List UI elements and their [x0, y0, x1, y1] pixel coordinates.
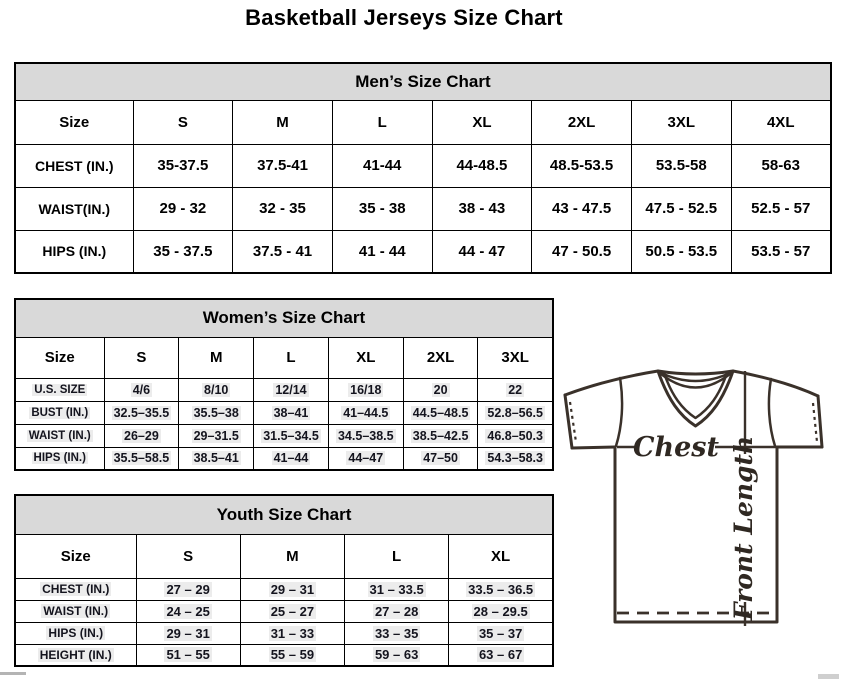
cell: 46.8–50.3	[478, 424, 553, 447]
cell: 32.5–35.5	[104, 401, 179, 424]
header-cell: S	[133, 100, 233, 144]
cell: 41–44.5	[328, 401, 403, 424]
cell: 53.5-58	[631, 144, 731, 187]
header-cell: M	[179, 337, 254, 378]
table-row	[15, 378, 553, 401]
cell: 29–31.5	[179, 424, 254, 447]
cell: 38 - 43	[432, 187, 532, 230]
cell: 63 – 67	[449, 644, 553, 666]
header-cell: 3XL	[478, 337, 553, 378]
cell: 35 – 37	[449, 622, 553, 644]
cell: 41 - 44	[332, 230, 432, 273]
cell: 8/10	[179, 378, 254, 401]
cell: 52.8–56.5	[478, 401, 553, 424]
header-cell: XL	[449, 534, 553, 578]
cell: 35 - 37.5	[133, 230, 233, 273]
header-cell: L	[345, 534, 449, 578]
header-cell: L	[254, 337, 329, 378]
header-cell: 4XL	[731, 100, 831, 144]
row-label: CHEST (IN.)	[15, 578, 136, 600]
cell: 35-37.5	[133, 144, 233, 187]
cell: 31 – 33	[240, 622, 344, 644]
header-cell-size: Size	[15, 100, 133, 144]
youth-table-title: Youth Size Chart	[15, 495, 553, 534]
cell: 28 – 29.5	[449, 600, 553, 622]
cell: 47 - 50.5	[532, 230, 632, 273]
cell: 31 – 33.5	[345, 578, 449, 600]
cell: 34.5–38.5	[328, 424, 403, 447]
table-row	[15, 401, 553, 424]
mens-header-row	[15, 100, 831, 144]
front-length-label: Front Length	[729, 435, 758, 621]
cell: 27 – 28	[345, 600, 449, 622]
cell: 44-48.5	[432, 144, 532, 187]
row-label: HIPS (IN.)	[15, 622, 136, 644]
scrollbar-fragment-bottom-left	[0, 672, 26, 675]
cell: 33.5 – 36.5	[449, 578, 553, 600]
cell: 35.5–58.5	[104, 447, 179, 470]
cell: 52.5 - 57	[731, 187, 831, 230]
cell: 37.5-41	[233, 144, 333, 187]
cell: 4/6	[104, 378, 179, 401]
cell: 53.5 - 57	[731, 230, 831, 273]
youth-header-row	[15, 534, 553, 578]
mens-table-title: Men’s Size Chart	[15, 63, 831, 100]
table-row	[15, 424, 553, 447]
table-row	[15, 644, 553, 666]
cell: 24 – 25	[136, 600, 240, 622]
cell: 41–44	[254, 447, 329, 470]
header-cell: 2XL	[403, 337, 478, 378]
row-label: HEIGHT (IN.)	[15, 644, 136, 666]
cell: 20	[403, 378, 478, 401]
table-row	[15, 578, 553, 600]
cell: 35 - 38	[332, 187, 432, 230]
jersey-outline	[565, 371, 822, 622]
cell: 33 – 35	[345, 622, 449, 644]
row-label: HIPS (IN.)	[15, 230, 133, 273]
cell: 44 - 47	[432, 230, 532, 273]
header-cell: M	[240, 534, 344, 578]
cell: 35.5–38	[179, 401, 254, 424]
cell: 31.5–34.5	[254, 424, 329, 447]
header-cell: S	[136, 534, 240, 578]
cell: 29 - 32	[133, 187, 233, 230]
page-title: Basketball Jerseys Size Chart	[245, 5, 563, 30]
row-label: WAIST(IN.)	[15, 187, 133, 230]
table-row	[15, 447, 553, 470]
jersey-measurement-diagram	[558, 362, 838, 662]
cell: 55 – 59	[240, 644, 344, 666]
table-row	[15, 622, 553, 644]
header-cell: 3XL	[631, 100, 731, 144]
header-cell: XL	[328, 337, 403, 378]
cell: 59 – 63	[345, 644, 449, 666]
cell: 51 – 55	[136, 644, 240, 666]
cell: 32 - 35	[233, 187, 333, 230]
cell: 27 – 29	[136, 578, 240, 600]
table-row	[15, 144, 831, 187]
womens-header-row	[15, 337, 553, 378]
row-label: WAIST (IN.)	[15, 600, 136, 622]
row-label: WAIST (IN.)	[15, 424, 104, 447]
header-cell: 2XL	[532, 100, 632, 144]
cell: 29 – 31	[136, 622, 240, 644]
cell: 44–47	[328, 447, 403, 470]
cell: 25 – 27	[240, 600, 344, 622]
cell: 16/18	[328, 378, 403, 401]
cell: 47–50	[403, 447, 478, 470]
cell: 44.5–48.5	[403, 401, 478, 424]
cell: 26–29	[104, 424, 179, 447]
cell: 37.5 - 41	[233, 230, 333, 273]
row-label: CHEST (IN.)	[15, 144, 133, 187]
youth-size-table	[14, 494, 554, 667]
row-label: BUST (IN.)	[15, 401, 104, 424]
cell: 50.5 - 53.5	[631, 230, 731, 273]
header-cell: M	[233, 100, 333, 144]
scrollbar-fragment-bottom-right	[818, 674, 839, 679]
table-row	[15, 600, 553, 622]
mens-size-table	[14, 62, 832, 274]
table-row	[15, 187, 831, 230]
cell: 22	[478, 378, 553, 401]
cell: 58-63	[731, 144, 831, 187]
cell: 29 – 31	[240, 578, 344, 600]
cell: 38–41	[254, 401, 329, 424]
cell: 54.3–58.3	[478, 447, 553, 470]
table-row	[15, 230, 831, 273]
row-label: U.S. SIZE	[15, 378, 104, 401]
header-cell: L	[332, 100, 432, 144]
cell: 12/14	[254, 378, 329, 401]
header-cell-size: Size	[15, 534, 136, 578]
cell: 41-44	[332, 144, 432, 187]
header-cell-size: Size	[15, 337, 104, 378]
cell: 47.5 - 52.5	[631, 187, 731, 230]
womens-size-table	[14, 298, 554, 471]
header-cell: S	[104, 337, 179, 378]
cell: 38.5–41	[179, 447, 254, 470]
cell: 43 - 47.5	[532, 187, 632, 230]
cell: 38.5–42.5	[403, 424, 478, 447]
header-cell: XL	[432, 100, 532, 144]
cell: 48.5-53.5	[532, 144, 632, 187]
womens-table-title: Women’s Size Chart	[15, 299, 553, 337]
chest-label: Chest	[633, 432, 719, 463]
row-label: HIPS (IN.)	[15, 447, 104, 470]
